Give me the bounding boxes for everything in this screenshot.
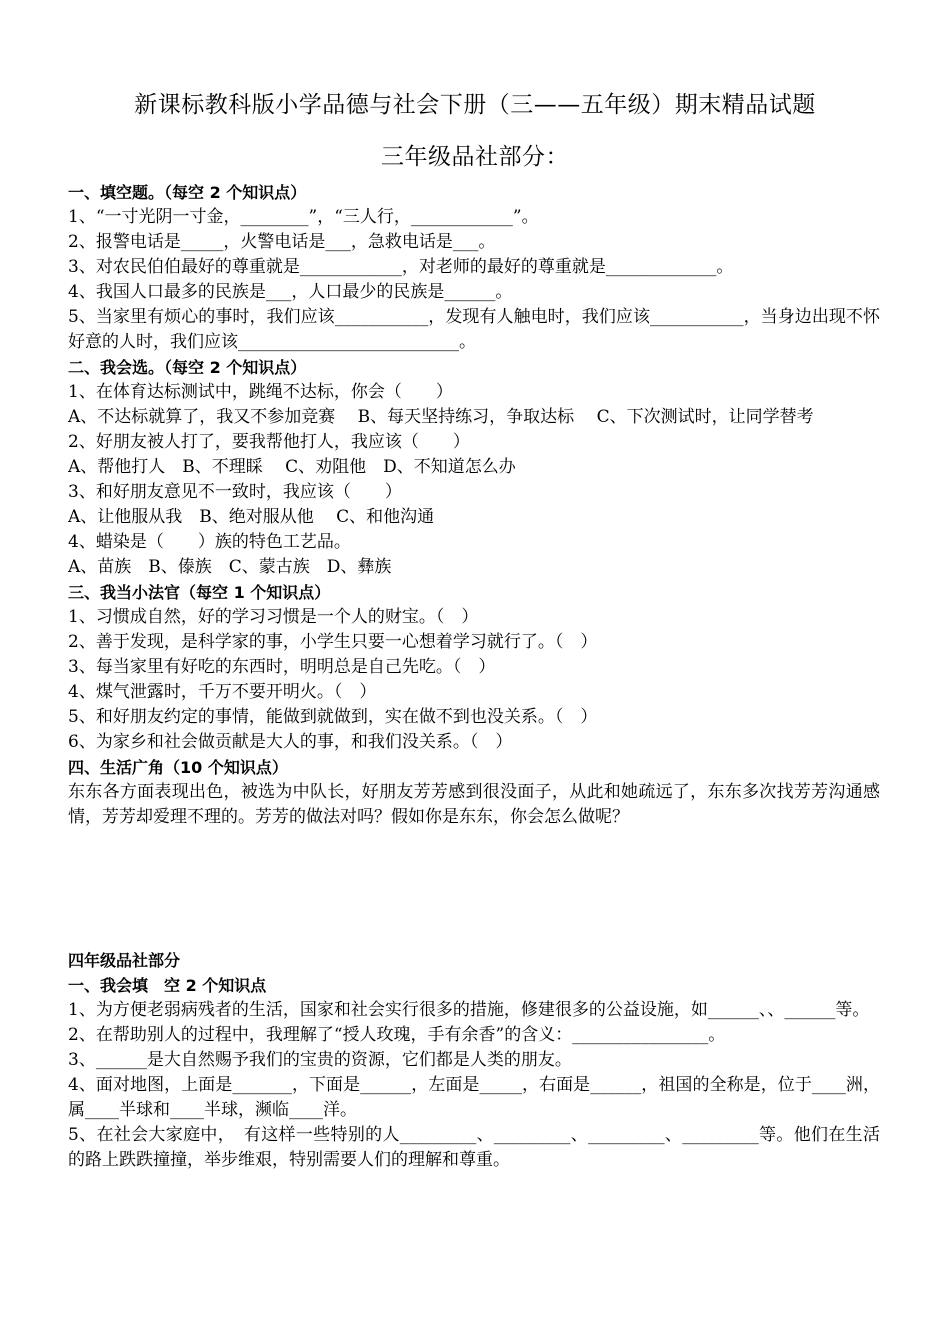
section-heading: 一、我会填 空 2 个知识点: [68, 976, 267, 995]
question-line: 3、对农民伯伯最好的尊重就是____________，对老师的最好的尊重就是_____________。: [68, 257, 734, 277]
question-paragraph: 5、在社会大家庭中， 有这样一些特别的人_________、_________、_________、_________等。他们在生活的路上跌跌撞撞，举步维艰，特别需要人们的理解和尊重。: [68, 1125, 880, 1170]
section-heading: 二、我会选。（每空 2 个知识点）: [68, 358, 307, 377]
question-paragraph: 5、当家里有烦心的事时，我们应该___________，发现有人触电时，我们应该___________，当身边出现不怀好意的人时，我们应该__________________________。: [68, 307, 880, 352]
section-heading: 一、填空题。（每空 2 个知识点）: [68, 183, 307, 202]
judge-line: 2、善于发现，是科学家的事，小学生只要一心想着学习就行了。（ ）: [68, 632, 598, 652]
options-line: A、帮他打人 B、不理睬 C、劝阻他 D、不知道怎么办: [68, 457, 516, 477]
question-line: 2、报警电话是_____，火警电话是___，急救电话是___。: [68, 232, 496, 252]
question-line: 4、蜡染是（ ）族的特色工艺品。: [68, 532, 351, 552]
question-line: 3、______是大自然赐予我们的宝贵的资源，它们都是人类的朋友。: [68, 1050, 572, 1070]
exam-content: [68, 180, 880, 1173]
question-paragraph: 4、面对地图，上面是_______，下面是______，左面是_____，右面是______，祖国的全称是，位于____洲，属____半球和____半球，濒临____洋。: [68, 1075, 880, 1120]
question-paragraph: 1、为方便老弱病残者的生活，国家和社会实行很多的措施，修建很多的公益设施，如______、、______等。: [68, 1000, 870, 1020]
judge-line: 1、习惯成自然，好的学习习惯是一个人的财宝。（ ）: [68, 607, 479, 627]
judge-line: 6、为家乡和社会做贡献是大人的事，和我们没关系。（ ）: [68, 732, 513, 752]
question-line: 4、我国人口最多的民族是___，人口最少的民族是______。: [68, 282, 513, 302]
question-line: 2、在帮助别人的过程中，我理解了“授人玫瑰，手有余香”的含义：________________。: [68, 1025, 726, 1045]
grade4-title: 四年级品社部分: [68, 951, 181, 970]
options-line: A、让他服从我 B、绝对服从他 C、和他沟通: [68, 507, 435, 527]
question-line: 1、在体育达标测试中，跳绳不达标，你会（ ）: [68, 382, 453, 402]
judge-line: 4、煤气泄露时，千万不要开明火。（ ）: [68, 682, 377, 702]
scenario-paragraph: 东东各方面表现出色，被选为中队长，好朋友芳芳感到很没面子，从此和她疏远了，东东多次找芳芳沟通感情，芳芳却爱理不理的。芳芳的做法对吗？假如你是东东，你会怎么做呢？: [68, 782, 880, 827]
question-line: 2、好朋友被人打了，要我帮他打人，我应该（ ）: [68, 432, 470, 452]
options-paragraph: A、不达标就算了，我又不参加竞赛 B、每天坚持练习，争取达标 C、下次测试时，让同学替考: [68, 407, 814, 427]
question-line: 3、和好朋友意见不一致时，我应该（ ）: [68, 482, 402, 502]
options-line: A、苗族 B、傣族 C、蒙古族 D、彝族: [68, 557, 392, 577]
question-line: 1、“一寸光阴一寸金，________”，“三人行，____________”。: [68, 207, 539, 227]
section-heading: 四、生活广角（10 个知识点）: [68, 758, 288, 777]
answer-space: [68, 830, 880, 948]
main-title: 新课标教科版小学品德与社会下册（三——五年级）期末精品试题: [134, 92, 816, 118]
judge-line: 3、每当家里有好吃的东西时，明明总是自己先吃。（ ）: [68, 657, 496, 677]
judge-line: 5、和好朋友约定的事情，能做到就做到，实在做不到也没关系。（ ）: [68, 707, 598, 727]
grade3-title: 三年级品社部分：: [381, 144, 569, 170]
section-heading: 三、我当小法官（每空 1 个知识点）: [68, 583, 331, 602]
